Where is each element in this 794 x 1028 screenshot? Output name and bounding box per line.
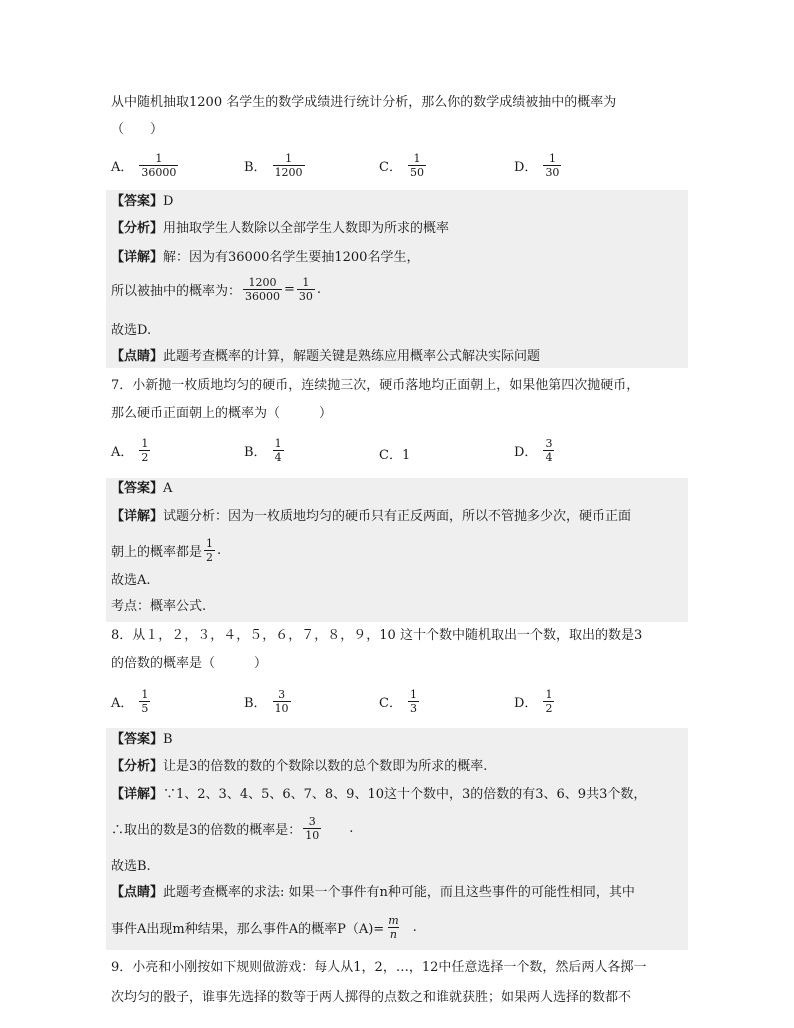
q8-comment-line2: 事件A出现m种结果，那么事件A的概率P（A)= $\frac{m}{n}$ . (111, 914, 417, 941)
q7-answer: 【答案】A (111, 481, 173, 496)
q6-choose: 故选D. (111, 323, 152, 338)
fraction: $\frac{3}{4}$ (545, 437, 553, 464)
q8-stem-line1: 8．从１，２，３，４，５，６，７，８，９，10 这十个数中随机取出一个数，取出的数是3 (111, 628, 643, 643)
fraction: $\frac{1}{36000}$ (141, 152, 177, 179)
fraction: $\frac{1}{30}$ (545, 152, 560, 179)
q8-detail: 【详解】∵1、2、3、4、5、6、7、8、9、10这十个数中，3的倍数的有3、6、9共3个数， (111, 787, 647, 802)
fraction: $\frac{m}{n}$ (388, 914, 399, 941)
fraction: $\frac{1}{4}$ (274, 437, 282, 464)
q6-stem-line1: 从中随机抽取1200 名学生的数学成绩进行统计分析，那么你的数学成绩被抽中的概率为 (111, 95, 617, 110)
fraction: $\frac{1}{3}$ (409, 688, 417, 715)
q7-option-a[interactable]: A． $\frac{1}{2}$ (111, 437, 149, 464)
fraction: $\frac{1}{5}$ (141, 688, 149, 715)
q8-answer: 【答案】B (111, 732, 173, 747)
fraction: $\frac{1}{2}$ (141, 437, 149, 464)
q8-stem-line2: 的倍数的概率是（ ） (111, 656, 268, 671)
q7-detail-line2: 朝上的概率都是 $\frac{1}{2}$ . (111, 537, 222, 564)
q7-option-b[interactable]: B． $\frac{1}{4}$ (244, 437, 282, 464)
q7-choose: 故选A. (111, 573, 151, 588)
q8-option-a[interactable]: A． $\frac{1}{5}$ (111, 688, 149, 715)
q7-option-d[interactable]: D． $\frac{3}{4}$ (514, 437, 553, 464)
q6-comment: 【点睛】此题考查概率的计算，解题关键是熟练应用概率公式解决实际问题 (111, 349, 541, 364)
q8-choose: 故选B. (111, 859, 151, 874)
q8-option-d[interactable]: D． $\frac{1}{2}$ (514, 688, 553, 715)
q7-stem-line2: 那么硬币正面朝上的概率为（ ） (111, 406, 333, 421)
q6-detail: 【详解】解：因为有36000名学生要抽1200名学生， (111, 250, 420, 265)
q7-detail: 【详解】试题分析：因为一枚质地均匀的硬币只有正反两面，所以不管抛多少次，硬币正面 (111, 509, 632, 524)
q6-detail-line2: 所以被抽中的概率为： $\frac{1200}{36000}$ = $\frac{1}{30}$ . (111, 276, 322, 303)
q7-point: 考点：概率公式. (111, 599, 207, 614)
q6-option-a[interactable]: A． $\frac{1}{36000}$ (111, 152, 177, 179)
q6-answer: 【答案】D (111, 194, 174, 209)
fraction: $\frac{1}{30}$ (298, 276, 313, 303)
q6-analysis: 【分析】用抽取学生人数除以全部学生人数即为所求的概率 (111, 221, 450, 236)
fraction: $\frac{1}{50}$ (409, 152, 424, 179)
q6-option-c[interactable]: C． $\frac{1}{50}$ (379, 152, 424, 179)
q6-option-d[interactable]: D． $\frac{1}{30}$ (514, 152, 560, 179)
q9-stem-line1: 9．小亮和小刚按如下规则做游戏：每人从1，2，…，12中任意选择一个数，然后两人各掷一 (111, 960, 647, 975)
q6-option-b[interactable]: B． $\frac{1}{1200}$ (244, 152, 303, 179)
fraction: $\frac{1}{1200}$ (274, 152, 303, 179)
q8-comment: 【点睛】此题考查概率的求法: 如果一个事件有n种可能，而且这些事件的可能性相同，其中 (111, 885, 635, 900)
q8-analysis: 【分析】让是3的倍数的数的个数除以数的总个数即为所求的概率. (111, 759, 488, 774)
q8-detail-line2: ∴取出的数是3的倍数的概率是： $\frac{3}{10}$ . (111, 815, 354, 842)
q8-option-c[interactable]: C． $\frac{1}{3}$ (379, 688, 417, 715)
q6-stem-line2: （ ） (111, 122, 164, 137)
q8-option-b[interactable]: B． $\frac{3}{10}$ (244, 688, 289, 715)
fraction: $\frac{3}{10}$ (274, 688, 289, 715)
q7-option-c[interactable]: C．1 (379, 448, 411, 463)
fraction: $\frac{1200}{36000}$ (245, 276, 281, 303)
fraction: $\frac{1}{2}$ (545, 688, 553, 715)
fraction: $\frac{1}{2}$ (206, 537, 214, 564)
fraction: $\frac{3}{10}$ (305, 815, 320, 842)
q7-stem-line1: 7．小新抛一枚质地均匀的硬币，连续抛三次，硬币落地均正面朝上，如果他第四次抛硬币， (111, 378, 640, 393)
q9-stem-line2: 次均匀的骰子，谁事先选择的数等于两人掷得的点数之和谁就获胜；如果两人选择的数都不 (111, 990, 632, 1005)
